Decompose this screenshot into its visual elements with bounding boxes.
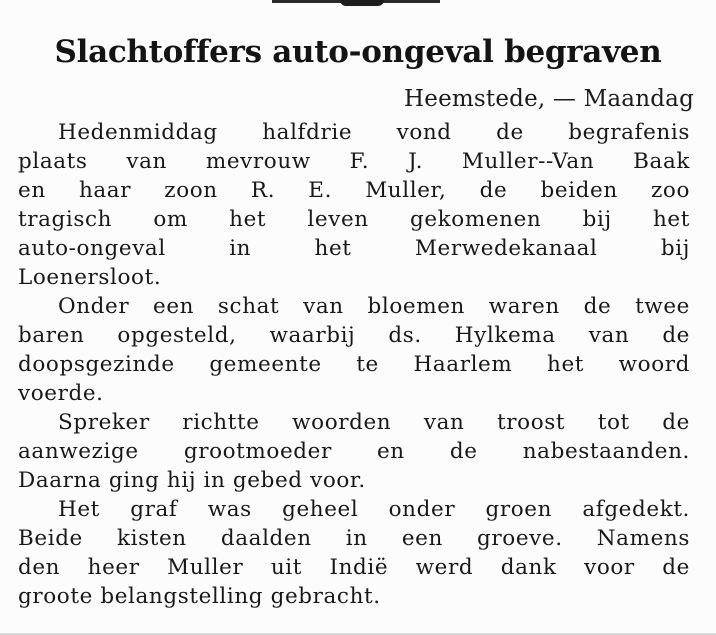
text-line: Spreker richtte woorden van troost tot de	[58, 410, 690, 435]
text-line: den heer Muller uit Indië werd dank voor de	[18, 555, 690, 580]
text-line: Onder een schat van bloemen waren de twee	[58, 294, 690, 319]
text-line: aanwezige grootmoeder en de nabestaanden.	[18, 439, 690, 464]
text-line: voerde.	[18, 381, 104, 406]
paragraph-3	[18, 408, 690, 495]
dateline: Heemstede, — Maandag	[404, 86, 694, 112]
text-line: auto-ongeval in het Merwedekanaal bij	[18, 236, 690, 261]
text-line: groote belangstelling gebracht.	[18, 584, 381, 609]
article-body	[18, 118, 690, 611]
text-line: doopsgezinde gemeente te Haarlem het woord	[18, 352, 690, 377]
text-line: Beide kisten daalden in een groeve. Namens	[18, 526, 690, 551]
headline: Slachtoffers auto-ongeval begraven	[54, 34, 662, 70]
paragraph-1	[18, 118, 690, 292]
text-line: Daarna ging hij in gebed voor.	[18, 468, 366, 493]
paragraph-4	[18, 495, 690, 611]
text-line: Het graf was geheel onder groen afgedekt.	[58, 497, 690, 522]
text-line: tragisch om het leven gekomenen bij het	[18, 207, 690, 232]
text-line: baren opgesteld, waarbij ds. Hylkema van de	[18, 323, 690, 348]
top-rule-ornament	[340, 0, 384, 6]
text-line: plaats van mevrouw F. J. Muller--Van Baak	[18, 149, 690, 174]
text-line: en haar zoon R. E. Muller, de beiden zoo	[18, 178, 690, 203]
paragraph-2	[18, 292, 690, 408]
text-line: Loenersloot.	[18, 265, 162, 290]
text-line: Hedenmiddag halfdrie vond de begrafenis	[58, 120, 690, 145]
